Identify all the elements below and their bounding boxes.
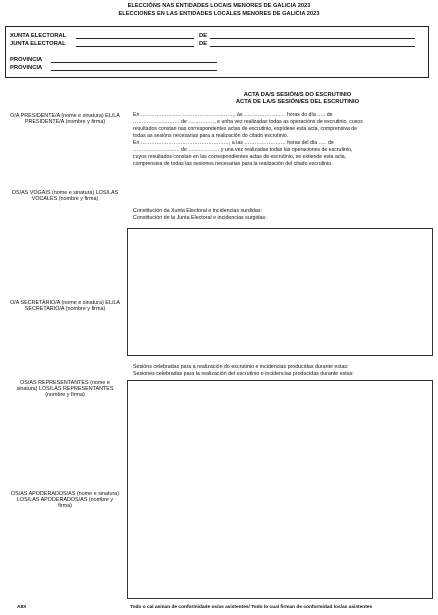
junta-label: JUNTA ELECTORAL [10, 41, 66, 47]
secretario-signature-label: O/A SECRETARIO/A (nome e sinatura) EL/LA SECRETARIO/A (nombre y firma) [10, 300, 120, 313]
acta-paragraph-es: En ……………………………………………, a las …………………… horas del día ….. de ……………………… de ……………… y una vez realizadas todas las operaciones de escrutinio, cuyos resultados constan en las correspondientes actas de escrutinio, se extiende esta acta, comprensiva de todas las sesiones necesarias para la realización del citado escrutinio. [133, 140, 353, 167]
junta-de-label: DE [199, 41, 208, 47]
sesions-heading: Sesións celebradas para a realización do escrutinio e incidencias producidas durante estas: Sesiones celebradas para la realización del escrutinio e incidencias producidas durante estas: [133, 364, 354, 377]
vogais-signature-label: OS/AS VOGAIS (nome e sinatura) LOS/LAS VOCALES (nombre y firma) [11, 190, 119, 203]
provincia-field-gl[interactable] [51, 57, 217, 63]
junta-name-field[interactable] [76, 41, 194, 47]
provincia-label-es: PROVINCIA [10, 65, 43, 71]
header-title-es: ELECCIONES EN LAS ENTIDADES LOCALES MENORES DE GALICIA 2023 [118, 11, 320, 17]
xunta-de-field[interactable] [210, 33, 415, 39]
footer-code: A8X [17, 605, 27, 610]
sesions-text-area[interactable] [127, 380, 433, 599]
constitucion-text-area[interactable] [127, 228, 433, 356]
presidente-signature-label: O/A PRESIDENTE/A (nome e sinatura) EL/LA PRESIDENTE/A (nombre y firma) [10, 113, 120, 126]
acta-title [200, 92, 395, 106]
provincia-label-gl: PROVINCIA [10, 57, 43, 63]
xunta-label: XUNTA ELECTORAL [10, 33, 67, 39]
xunta-de-label: DE [199, 33, 208, 39]
apoderados-signature-label: OS/AS APODERADOS/AS (nome e sinatura) LOS/LAS APODERADOS/AS (nombre y firma) [10, 491, 120, 510]
junta-de-field[interactable] [210, 41, 415, 47]
provincia-field-es[interactable] [51, 65, 217, 71]
acta-paragraph-gl: En ………………………………………………, ás …………………… horas do día ….. de ……………………… de ……………, e unha vez realizadas todas as operacións de escrutinio, cuxos resultados constan nas correspondentes actas de escrutinio, expídese esta acta, comprensiva de todas as sesións necesarias para a realización do citado escrutinio. [133, 112, 363, 139]
constitucion-heading: Constitución da Xunta Electoral e incidencias xurdidas: Constitución de la Junta Electoral e incidencias surgidas: [133, 208, 267, 221]
representantes-signature-label: OS/AS REPRESENTANTES (nome e sinatura) LOS/LAS REPRESENTANTES (nombre y firma) [16, 380, 114, 399]
acta-title-gl: ACTA DA/S SESIÓN/S DO ESCRUTINIO [243, 92, 352, 98]
header-title-gl: ELECCIÓNS NAS ENTIDADES LOCAIS MENORES DE GALICIA 2023 [127, 3, 311, 9]
acta-title-es: ACTA DE LA/S SESIÓN/ES DEL ESCRUTINIO [235, 98, 360, 105]
xunta-name-field[interactable] [76, 33, 194, 39]
footer-signature-note: Todo o cal asinan de conformidade os/as asistentes/ Todo lo cual firman de conformidad los/as asistentes [130, 605, 373, 610]
